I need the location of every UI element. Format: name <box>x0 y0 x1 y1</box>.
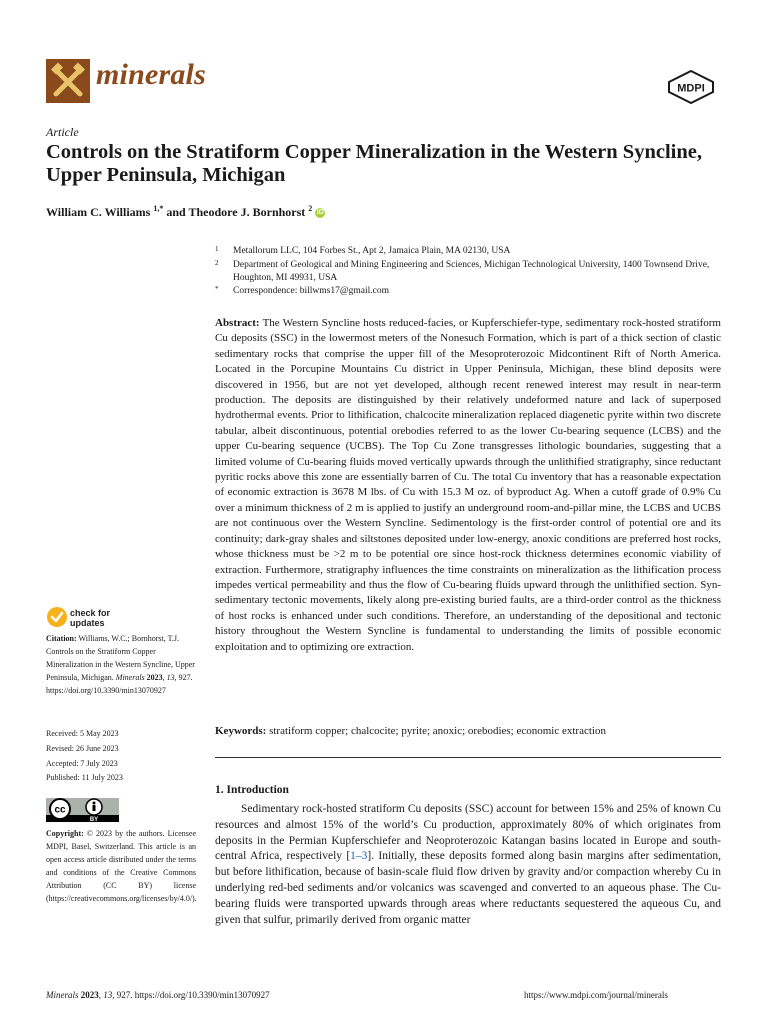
affiliation-text: Department of Geological and Mining Engineering and Sciences, Michigan Technological University, 1400 Townsend Drive, Houghton, MI 49931, USA <box>233 260 710 283</box>
footer-volume: 13 <box>103 990 113 1000</box>
copyright-text: © 2023 by the authors. Licensee MDPI, Basel, Switzerland. This article is an open access article distributed under the terms and conditions of the Creative Commons Attribution (CC BY) license (https://creativecommons.org/licenses/by/4.0/). <box>46 829 197 903</box>
section-body <box>215 802 721 928</box>
author-name[interactable]: William C. Williams <box>46 205 151 219</box>
check-for-updates-label[interactable] <box>70 608 110 628</box>
abstract-text: The Western Syncline hosts reduced-facies, or Kupferschiefer-type, sedimentary rock-hosted stratiform Cu deposits (SSC) in the lowermost meters of the Nonesuch Formation, which is part of a thick section of clastic sedimentary rocks that comprise the upper fill of the Mesoproterozoic Midcontinent Rift of North America. Located in the Porcupine Mountains Cu district in Upper Peninsula, Michigan, these blind deposits were discovered in 1956, but are not yet developed, although recent renewed interest may result in near-term production. The deposits are distinguished by their relatively undeformed nature and lack of superposed hydrothermal events. Prior to lithification, chalcocite mineralization replaced diagenetic pyrite within two discrete tabular, albeit discontinuous, potential orebodies referred to as the lower Cu-bearing sequence (LCBS) and the upper Cu-bearing sequence (UCBS). The Top Cu Zone transgresses lithologic boundaries, suggesting that a limited volume of Cu-bearing fluids moved vertically upwards through the unlithified stratigraphy, since reductant pyritic rocks above this zone are essentially barren of Cu. The total Cu inventory that has a reasonable expectation of economic extraction is 3678 M lbs. of Cu with 15.3 M oz. of byproduct Ag. When a cutoff grade of 0.9% Cu over a minimum thickness of 2 m is applied to justify an underground room-and-pillar mine, the LCBS and UCBS are not continuous over the Western Syncline. Sedimentology is the first-order control of potential ore and its continuity; dark-gray shales and siltstones deposited under low-energy, anoxic conditions are preferred host rocks, whose thickness must be >2 m to be potential ore since host-rock thickness determines economic viability of extraction. Furthermore, stratigraphy influences the time constraints on mineralization as the lithification process impedes vertical permeability and thus the flow of Cu-bearing fluids upward through the unlithified section. Syn-sedimentary tectonic movements, likely along pre-existing buried faults, are a third-order control as the thickness of host rocks is enhanced under such conditions. Therefore, an understanding of the depositional and tectonic history throughout the Western Syncline is fundamental to understanding the limits of possible economic exploitation and to optimizing ore extraction. <box>215 317 721 653</box>
affiliation-marker: 1,* <box>153 204 164 213</box>
citation-link[interactable]: 1–3 <box>350 850 368 863</box>
abstract <box>215 316 721 655</box>
paragraph-text: Sedimentary rock-hosted stratiform Cu deposits (SSC) account for between 15% and 25% of known Cu resources and almost 15% of the world’s Cu production, approximately 80% of which originates from deposits in the Permian Kupferschiefer and Neoproterozoic Katangan basins located in Europe and south-central Africa, respectively [ <box>215 803 721 863</box>
paragraph <box>215 802 721 928</box>
orcid-icon[interactable]: iD <box>316 209 324 217</box>
published-date: Published: 11 July 2023 <box>46 773 123 782</box>
check-for-updates-icon[interactable] <box>46 606 68 628</box>
keywords-text: stratiform copper; chalcocite; pyrite; anoxic; orebodies; economic extraction <box>269 725 606 737</box>
citation-text: Williams, W.C.; Bornhorst, T.J. Controls on the Stratiform Copper Mineralization in the Western Syncline, Upper Peninsula, Michigan. <box>46 634 195 682</box>
citation-doi[interactable]: , 927. https://doi.org/10.3390/min13070927 <box>46 673 193 695</box>
cc-label: cc <box>54 804 66 816</box>
article-title: Controls on the Stratiform Copper Mineralization in the Western Syncline, Upper Peninsula, Michigan <box>46 141 702 186</box>
author-connector: and <box>163 205 189 219</box>
check-updates-line: check for <box>70 608 111 618</box>
affiliation-marker: 2 <box>215 259 219 267</box>
citation-volume: 13 <box>166 673 175 682</box>
keywords-label: Keywords: <box>215 725 267 737</box>
affiliation-item <box>215 285 735 298</box>
mdpi-logo-icon <box>667 70 715 104</box>
correspondence-text[interactable]: Correspondence: billwms17@gmail.com <box>233 286 389 296</box>
affiliation-marker: * <box>215 285 219 293</box>
footer-year: 2023 <box>80 990 99 1000</box>
affiliation-text: Metallorum LLC, 104 Forbes St., Apt 2, Jamaica Plain, MA 02130, USA <box>233 246 511 256</box>
accepted-date: Accepted: 7 July 2023 <box>46 759 118 768</box>
affiliation-item <box>215 245 735 258</box>
article-type: Article <box>46 125 79 139</box>
footer-journal-url[interactable]: https://www.mdpi.com/journal/minerals <box>524 990 668 1000</box>
cc-by-license-icon[interactable] <box>46 798 119 822</box>
footer-doi[interactable]: , 927. https://doi.org/10.3390/min13070927 <box>112 990 270 1000</box>
keywords <box>215 724 721 739</box>
copyright-block <box>46 827 196 905</box>
citation-journal: Minerals <box>115 673 145 682</box>
copyright-label: Copyright: <box>46 829 84 838</box>
author-name[interactable]: Theodore J. Bornhorst <box>188 205 306 219</box>
footer-journal: Minerals <box>46 990 79 1000</box>
paragraph-text: ]. Initially, these deposits formed along basin margins after sedimentation, but before lithification, because of basin-scale fluid flow driven by gravity and/or compaction whereby Cu in underlying red-bed sediments and/or volcanics was scavenged and converted to an aqueous phase. The Cu-bearing fluids were transported upwards through areas where reductants sequestered the aqueous Cu, and given that sulfur, primarily derived from organic matter <box>215 850 721 926</box>
check-updates-line: updates <box>70 618 105 628</box>
affiliation-item <box>215 259 735 285</box>
section-divider <box>215 757 721 758</box>
revised-date: Revised: 26 June 2023 <box>46 744 119 753</box>
journal-name: minerals <box>96 58 206 91</box>
abstract-label: Abstract: <box>215 317 260 329</box>
citation-year: 2023 <box>146 673 163 682</box>
affiliation-marker: 1 <box>215 245 219 253</box>
affiliation-marker: 2 <box>308 204 313 213</box>
author-list <box>46 204 325 220</box>
received-date: Received: 5 May 2023 <box>46 729 119 738</box>
citation-label: Citation: <box>46 634 77 643</box>
publisher-name: MDPI <box>677 82 705 95</box>
footer-citation: Minerals 2023, 13, 927. https://doi.org/10.3390/min13070927 <box>46 990 270 1000</box>
minerals-logo-icon <box>46 59 90 103</box>
citation-block: Citation: Williams, W.C.; Bornhorst, T.J. Controls on the Stratiform Copper Mineralization in the Western Syncline, Upper Peninsula, Michigan. Minerals 2023, 13, 927. https://doi.org/10.3390/min13070927 <box>46 634 195 695</box>
section-heading: 1. Introduction <box>215 784 289 796</box>
by-label: BY <box>89 817 99 822</box>
